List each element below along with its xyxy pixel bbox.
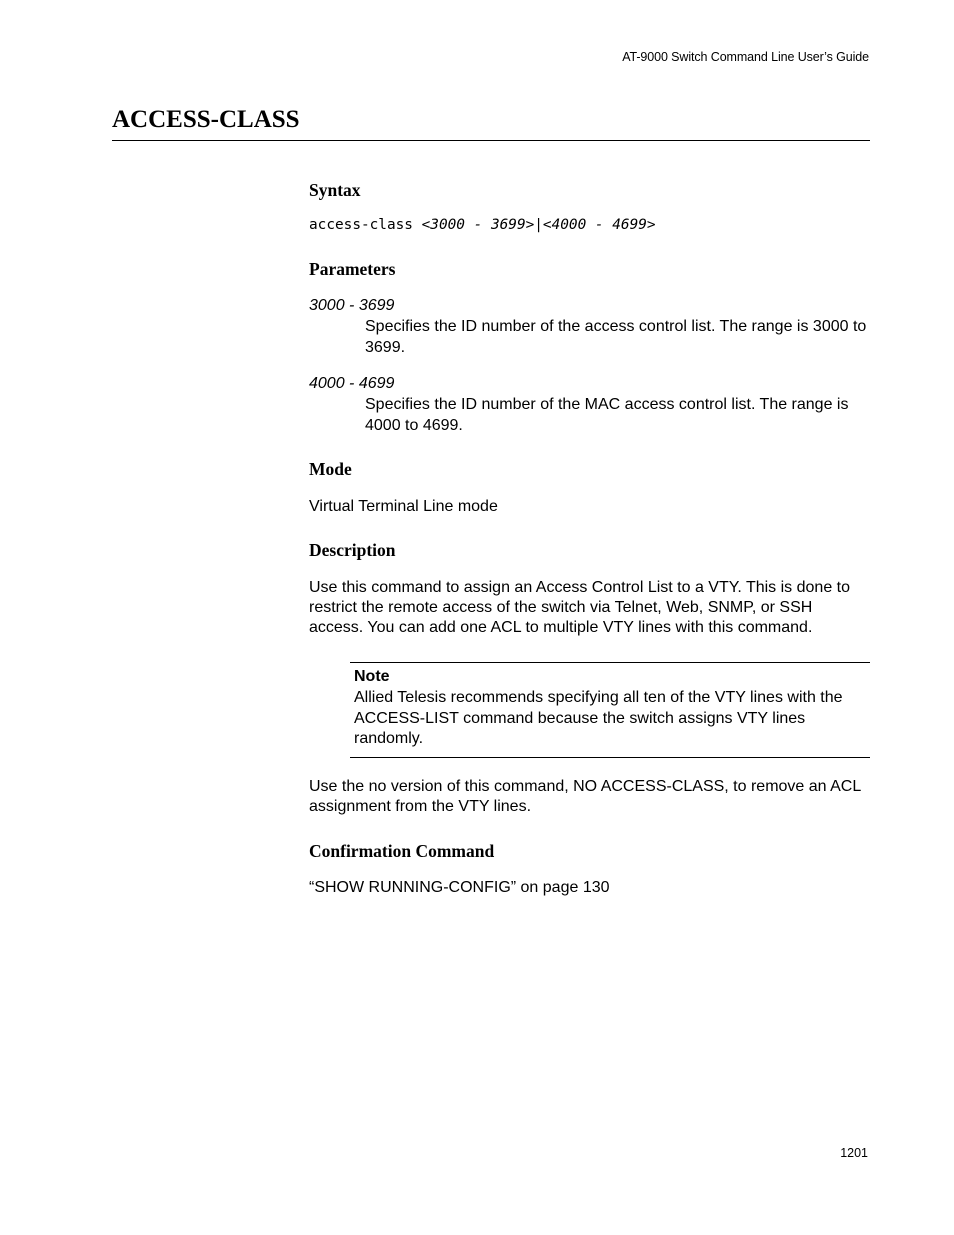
running-header: AT-9000 Switch Command Line User’s Guide (622, 50, 869, 64)
page-title: ACCESS-CLASS (112, 106, 300, 133)
note-text: Allied Telesis recommends specifying all ten of the VTY lines with the ACCESS-LIST command because the switch assigns VTY lines randomly. (354, 689, 843, 747)
mode-text: Virtual Terminal Line mode (309, 498, 498, 515)
parameters-heading: Parameters (309, 259, 396, 279)
confirmation-link[interactable]: “SHOW RUNNING-CONFIG” on page 130 (309, 879, 610, 896)
parameter-description: Specifies the ID number of the MAC access control list. The range is 4000 to 4699. (365, 396, 849, 434)
confirmation-heading: Confirmation Command (309, 841, 495, 861)
parameter-term: 3000 - 3699 (309, 297, 395, 314)
syntax-command (309, 217, 656, 233)
page-number: 1201 (840, 1146, 868, 1160)
note-box (350, 662, 870, 758)
syntax-command-name: access-class (309, 217, 422, 233)
syntax-argument: <3000 - 3699>|<4000 - 4699> (421, 217, 656, 233)
description-paragraph-no-form: Use the no version of this command, NO ACCESS-CLASS, to remove an ACL assignment from the VTY lines. (309, 778, 861, 816)
parameter-description: Specifies the ID number of the access control list. The range is 3000 to 3699. (365, 318, 867, 356)
syntax-heading: Syntax (309, 180, 361, 200)
description-paragraph: Use this command to assign an Access Control List to a VTY. This is done to restrict the remote access of the switch via Telnet, Web, SNMP, or SSH access. You can add one ACL to multiple VTY lines with this command. (309, 579, 851, 637)
mode-heading: Mode (309, 459, 352, 479)
title-rule (112, 140, 870, 141)
description-heading: Description (309, 540, 396, 560)
note-label: Note (354, 668, 390, 685)
parameter-term: 4000 - 4699 (309, 375, 395, 392)
